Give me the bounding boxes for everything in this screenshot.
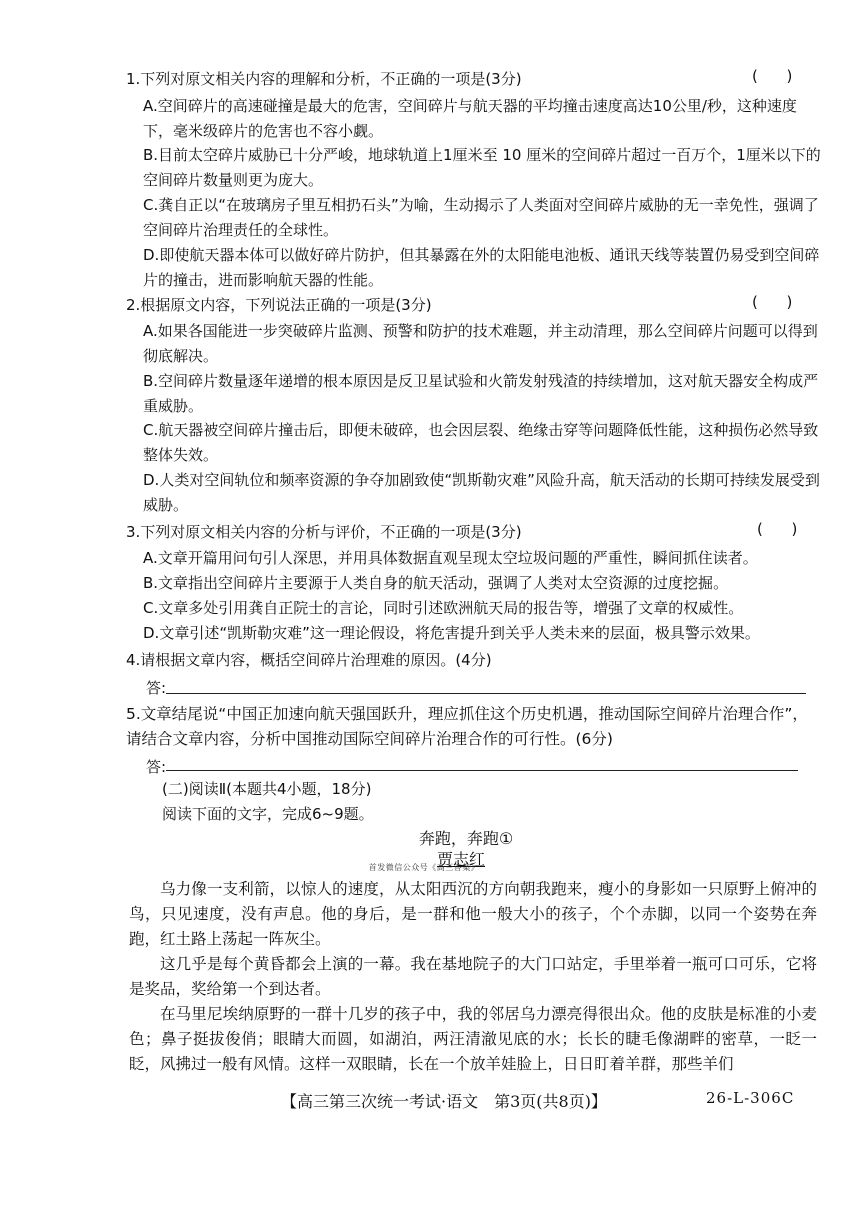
- page-footer: 【高三第三次统一考试·语文 第3页(共8页)】: [281, 1092, 607, 1111]
- question-2-answer-bracket: ( ): [752, 293, 793, 311]
- question-3-answer-bracket: ( ): [757, 520, 798, 538]
- story-paragraph-2: 这几乎是每个黄昏都会上演的一幕。我在基地院子的大门口站定，手里举着一瓶可口可乐，它将是奖品，奖给第一个到达者。: [129, 955, 817, 998]
- question-3-option-c: C.文章多处引用龚自正院士的言论，同时引述欧洲航天局的报告等，增强了文章的权威性。: [143, 599, 744, 617]
- question-1-option-a: A.空间碎片的高速碰撞是最大的危害，空间碎片与航天器的平均撞击速度高达10公里/秒，这种速度下，毫米级碎片的危害也不容小觑。: [143, 97, 797, 140]
- question-3-option-b: B.文章指出空间碎片主要源于人类自身的航天活动，强调了人类对太空资源的过度挖掘。: [143, 574, 729, 592]
- story-paragraph-1: 乌力像一支利箭，以惊人的速度，从太阳西沉的方向朝我跑来，瘦小的身影如一只原野上俯冲的鸟，只见速度，没有声息。他的身后，是一群和他一般大小的孩子，个个赤脚，以同一个姿势在奔跑，红土路上荡起一阵灰尘。: [129, 880, 817, 948]
- question-3-option-d: D.文章引述“凯斯勒灾难”这一理论假设，将危害提升到关乎人类未来的层面，极具警示效果。: [143, 624, 760, 642]
- question-5-answer-line[interactable]: [166, 770, 798, 771]
- exam-code: 26-L-306C: [706, 1089, 795, 1107]
- section-2-instruction: 阅读下面的文字，完成6~9题。: [162, 805, 374, 823]
- question-4-answer-line[interactable]: [166, 693, 806, 694]
- question-4-stem: 4.请根据文章内容，概括空间碎片治理难的原因。(4分): [126, 651, 492, 669]
- question-1-option-b: B.目前太空碎片威胁已十分严峻，地球轨道上1厘米至 10 厘米的空间碎片超过一百万个，1厘米以下的空间碎片数量则更为庞大。: [143, 146, 821, 189]
- question-2-stem: 2.根据原文内容，下列说法正确的一项是(3分): [126, 296, 432, 314]
- question-2-option-d: D.人类对空间轨位和频率资源的争夺加剧致使“凯斯勒灾难”风险升高，航天活动的长期可持续发展受到威胁。: [143, 471, 820, 514]
- question-1-option-d: D.即使航天器本体可以做好碎片防护，但其暴露在外的太阳能电池板、通讯天线等装置仍易受到空间碎片的撞击，进而影响航天器的性能。: [143, 246, 820, 289]
- question-1-option-c: C.龚自正以“在玻璃房子里互相扔石头”为喻，生动揭示了人类面对空间碎片威胁的无一幸免性，强调了空间碎片治理责任的全球性。: [143, 196, 819, 239]
- question-3-stem: 3.下列对原文相关内容的分析与评价，不正确的一项是(3分): [126, 523, 522, 541]
- watermark-text: 首发微信公众号《高三答案》: [368, 863, 480, 872]
- question-5-stem: 5.文章结尾说“中国正加速向航天强国跃升，理应抓住这个历史机遇，推动国际空间碎片治理合作”，请结合文章内容，分析中国推动国际空间碎片治理合作的可行性。(6分): [126, 705, 808, 748]
- section-2-heading: (二)阅读Ⅱ(本题共4小题，18分): [162, 780, 372, 798]
- story-title: 奔跑，奔跑①: [418, 829, 514, 848]
- question-5-answer-label: 答:: [146, 758, 167, 776]
- question-1-answer-bracket: ( ): [752, 67, 793, 85]
- question-2-option-a: A.如果各国能进一步突破碎片监测、预警和防护的技术难题，并主动清理，那么空间碎片问题可以得到彻底解决。: [143, 322, 818, 365]
- question-3-option-a: A.文章开篇用问句引人深思，并用具体数据直观呈现太空垃圾问题的严重性，瞬间抓住读者。: [143, 549, 758, 567]
- story-author: 贾志红: [436, 850, 485, 869]
- question-1-stem: 1.下列对原文相关内容的理解和分析，不正确的一项是(3分): [126, 70, 522, 88]
- story-paragraph-3: 在马里尼埃纳原野的一群十几岁的孩子中，我的邻居乌力漂亮得很出众。他的皮肤是标准的小麦色；鼻子挺拔俊俏；眼睛大而圆，如湖泊，两汪清澈见底的水；长长的睫毛像湖畔的密草，一眨一眨，风拂过一般有风情。这样一双眼睛，长在一个放羊娃脸上，日日盯着羊群，那些羊们: [129, 1005, 817, 1073]
- question-2-option-c: C.航天器被空间碎片撞击后，即便未破碎，也会因层裂、绝缘击穿等问题降低性能，这种损伤必然导致整体失效。: [143, 421, 819, 464]
- question-4-answer-label: 答:: [146, 679, 167, 697]
- question-2-option-b: B.空间碎片数量逐年递增的根本原因是反卫星试验和火箭发射残渣的持续增加，这对航天器安全构成严重威胁。: [143, 372, 819, 415]
